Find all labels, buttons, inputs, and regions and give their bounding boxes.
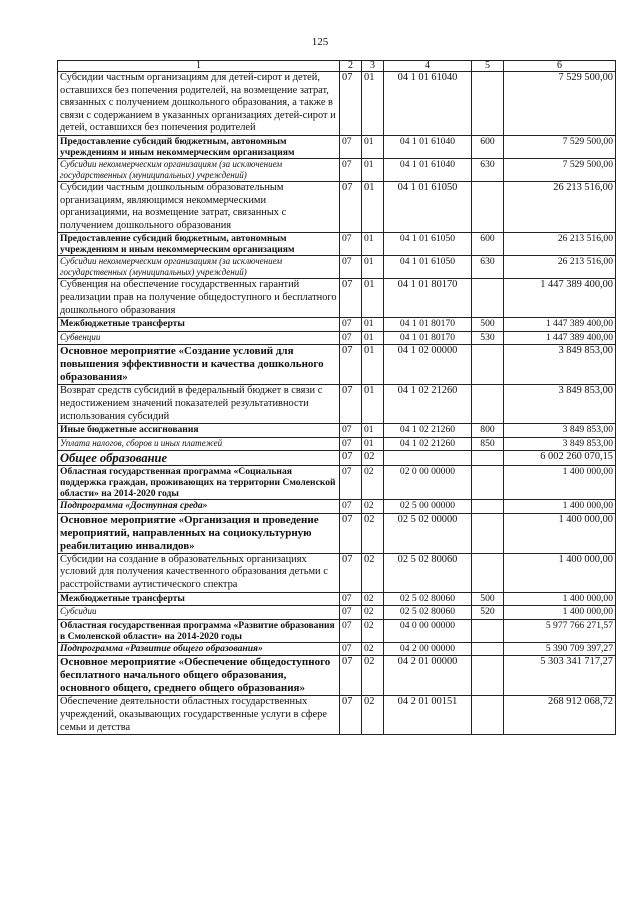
row-sum-cell: 5 390 709 397,27 xyxy=(504,642,616,656)
table-row xyxy=(58,592,616,606)
row-ked-cell: 07 xyxy=(340,500,362,514)
table-row xyxy=(58,553,616,592)
row-name-cell: Субсидии некоммерческим организациям (за исключением государственных (муниципальных) учреждений) xyxy=(58,158,340,181)
row-vr-cell: 600 xyxy=(472,233,504,256)
row-ked-cell: 07 xyxy=(340,553,362,592)
row-name-cell: Подпрограмма «Доступная среда» xyxy=(58,500,340,514)
row-name-cell: Субсидии на создание в образовательных организациях условий для получения качественного образования детьми с расстройствами аутистического спектра xyxy=(58,553,340,592)
row-name-cell: Областная государственная программа «Социальная поддержка граждан, проживающих на территории Смоленской области» на 2014-2020 годы xyxy=(58,466,340,500)
row-sum-cell: 1 400 000,00 xyxy=(504,606,616,620)
table-row xyxy=(58,135,616,158)
row-csr-cell: 04 1 01 61050 xyxy=(384,181,472,232)
row-csr-cell: 04 0 00 00000 xyxy=(384,619,472,642)
table-row xyxy=(58,500,616,514)
row-rz-cell: 02 xyxy=(362,619,384,642)
row-csr-cell: 04 1 01 61040 xyxy=(384,72,472,136)
table-row xyxy=(58,606,616,620)
row-ked-cell: 07 xyxy=(340,619,362,642)
row-name-cell: Субвенции xyxy=(58,331,340,345)
row-vr-cell xyxy=(472,72,504,136)
row-vr-cell: 800 xyxy=(472,424,504,438)
row-ked-cell: 07 xyxy=(340,513,362,553)
row-sum-cell: 26 213 516,00 xyxy=(504,233,616,256)
row-rz-cell: 02 xyxy=(362,513,384,553)
row-ked-cell: 07 xyxy=(340,233,362,256)
row-sum-cell: 268 912 068,72 xyxy=(504,696,616,735)
table-row xyxy=(58,696,616,735)
row-name-cell: Обеспечение деятельности областных государственных учреждений, оказывающих государственные услуги в сфере семьи и детства xyxy=(58,696,340,735)
row-vr-cell xyxy=(472,696,504,735)
row-rz-cell: 02 xyxy=(362,466,384,500)
column-header-csr: 4 xyxy=(384,61,472,72)
row-name-cell: Субвенция на обеспечение государственных гарантий реализации прав на получение общедоступного и бесплатного дошкольного образования xyxy=(58,279,340,318)
row-ked-cell: 07 xyxy=(340,656,362,696)
table-row xyxy=(58,318,616,332)
row-vr-cell xyxy=(472,181,504,232)
row-rz-cell: 01 xyxy=(362,437,384,451)
table-row xyxy=(58,233,616,256)
table-row xyxy=(58,256,616,279)
row-ked-cell: 07 xyxy=(340,279,362,318)
row-csr-cell: 02 5 02 00000 xyxy=(384,513,472,553)
row-vr-cell xyxy=(472,642,504,656)
table-row xyxy=(58,72,616,136)
row-rz-cell: 01 xyxy=(362,256,384,279)
table-row xyxy=(58,158,616,181)
table-body xyxy=(58,72,616,735)
row-rz-cell: 01 xyxy=(362,345,384,385)
row-ked-cell: 07 xyxy=(340,606,362,620)
row-csr-cell: 04 1 01 61050 xyxy=(384,256,472,279)
row-sum-cell: 3 849 853,00 xyxy=(504,385,616,424)
row-csr-cell: 04 1 02 00000 xyxy=(384,345,472,385)
row-name-cell: Возврат средств субсидий в федеральный бюджет в связи с недостижением значений показателей результативности использования субсидий xyxy=(58,385,340,424)
row-sum-cell: 3 849 853,00 xyxy=(504,437,616,451)
row-vr-cell xyxy=(472,345,504,385)
row-name-cell: Подпрограмма «Развитие общего образования» xyxy=(58,642,340,656)
table-row xyxy=(58,437,616,451)
row-sum-cell: 3 849 853,00 xyxy=(504,424,616,438)
row-rz-cell: 01 xyxy=(362,331,384,345)
row-rz-cell: 01 xyxy=(362,318,384,332)
row-csr-cell: 04 1 01 80170 xyxy=(384,318,472,332)
table-row xyxy=(58,331,616,345)
row-vr-cell xyxy=(472,385,504,424)
column-header-sum: 6 xyxy=(504,61,616,72)
row-rz-cell: 01 xyxy=(362,424,384,438)
row-sum-cell: 7 529 500,00 xyxy=(504,158,616,181)
row-rz-cell: 01 xyxy=(362,72,384,136)
row-rz-cell: 01 xyxy=(362,135,384,158)
row-sum-cell: 3 849 853,00 xyxy=(504,345,616,385)
row-rz-cell: 02 xyxy=(362,696,384,735)
row-vr-cell: 500 xyxy=(472,592,504,606)
row-sum-cell: 5 977 766 271,57 xyxy=(504,619,616,642)
row-vr-cell xyxy=(472,279,504,318)
row-name-cell: Субсидии xyxy=(58,606,340,620)
row-rz-cell: 02 xyxy=(362,656,384,696)
row-vr-cell xyxy=(472,451,504,466)
row-csr-cell: 04 1 01 61050 xyxy=(384,233,472,256)
budget-table xyxy=(57,60,616,735)
column-header-ked: 2 xyxy=(340,61,362,72)
row-name-cell: Субсидии частным организациям для детей-сирот и детей, оставшихся без попечения родителей, на возмещение затрат, связанных с получением дошкольного образования, а также в связи с содержанием в указанных организациях детей-сирот и детей, оставшихся без попечения родителей xyxy=(58,72,340,136)
row-name-cell: Предоставление субсидий бюджетным, автономным учреждениям и иным некоммерческим организациям xyxy=(58,135,340,158)
row-vr-cell xyxy=(472,500,504,514)
column-header-vr: 5 xyxy=(472,61,504,72)
row-name-cell: Иные бюджетные ассигнования xyxy=(58,424,340,438)
row-vr-cell xyxy=(472,553,504,592)
row-csr-cell: 04 2 01 00151 xyxy=(384,696,472,735)
row-vr-cell: 500 xyxy=(472,318,504,332)
table-row xyxy=(58,619,616,642)
row-sum-cell: 1 400 000,00 xyxy=(504,592,616,606)
row-vr-cell xyxy=(472,656,504,696)
row-sum-cell: 1 447 389 400,00 xyxy=(504,318,616,332)
row-csr-cell: 02 5 02 80060 xyxy=(384,553,472,592)
row-ked-cell: 07 xyxy=(340,72,362,136)
row-rz-cell: 01 xyxy=(362,279,384,318)
row-name-cell: Основное мероприятие «Обеспечение общедоступного бесплатного начального общего образования, основного общего, среднего общего образования» xyxy=(58,656,340,696)
row-csr-cell: 02 0 00 00000 xyxy=(384,466,472,500)
row-ked-cell: 07 xyxy=(340,318,362,332)
row-ked-cell: 07 xyxy=(340,592,362,606)
row-vr-cell xyxy=(472,619,504,642)
row-csr-cell: 04 1 01 61040 xyxy=(384,158,472,181)
row-rz-cell: 01 xyxy=(362,385,384,424)
row-rz-cell: 01 xyxy=(362,233,384,256)
table-row xyxy=(58,466,616,500)
table-row xyxy=(58,181,616,232)
row-name-cell: Предоставление субсидий бюджетным, автономным учреждениям и иным некоммерческим организациям xyxy=(58,233,340,256)
row-csr-cell: 02 5 02 80060 xyxy=(384,606,472,620)
row-name-cell: Субсидии некоммерческим организациям (за исключением государственных (муниципальных) учреждений) xyxy=(58,256,340,279)
row-vr-cell: 630 xyxy=(472,158,504,181)
row-rz-cell: 02 xyxy=(362,592,384,606)
table-row xyxy=(58,424,616,438)
row-sum-cell: 7 529 500,00 xyxy=(504,72,616,136)
row-sum-cell: 1 447 389 400,00 xyxy=(504,279,616,318)
row-sum-cell: 1 400 000,00 xyxy=(504,466,616,500)
row-ked-cell: 07 xyxy=(340,181,362,232)
column-header-rz: 3 xyxy=(362,61,384,72)
row-sum-cell: 1 400 000,00 xyxy=(504,500,616,514)
row-csr-cell: 04 2 00 00000 xyxy=(384,642,472,656)
column-header-name: 1 xyxy=(58,61,340,72)
row-ked-cell: 07 xyxy=(340,437,362,451)
page-number: 125 xyxy=(311,36,329,48)
row-vr-cell: 850 xyxy=(472,437,504,451)
row-sum-cell: 1 400 000,00 xyxy=(504,513,616,553)
row-name-cell: Субсидии частным дошкольным образовательным организациям, являющимся некоммерческими организациями, на возмещение затрат, связанных с получением дошкольного образования xyxy=(58,181,340,232)
row-csr-cell: 04 1 01 61040 xyxy=(384,135,472,158)
row-vr-cell xyxy=(472,513,504,553)
row-name-cell: Основное мероприятие «Организация и проведение мероприятий, направленных на социокультурную реабилитацию инвалидов» xyxy=(58,513,340,553)
row-name-cell: Основное мероприятие «Создание условий для повышения эффективности и качества дошкольного образования» xyxy=(58,345,340,385)
row-sum-cell: 26 213 516,00 xyxy=(504,256,616,279)
row-sum-cell: 26 213 516,00 xyxy=(504,181,616,232)
row-csr-cell: 04 1 02 21260 xyxy=(384,385,472,424)
row-vr-cell: 600 xyxy=(472,135,504,158)
row-vr-cell xyxy=(472,466,504,500)
table-header-row xyxy=(58,61,616,72)
row-rz-cell: 02 xyxy=(362,553,384,592)
row-name-cell: Уплата налогов, сборов и иных платежей xyxy=(58,437,340,451)
table-row xyxy=(58,279,616,318)
row-csr-cell: 02 5 00 00000 xyxy=(384,500,472,514)
row-csr-cell: 04 1 01 80170 xyxy=(384,279,472,318)
row-rz-cell: 02 xyxy=(362,606,384,620)
row-csr-cell: 02 5 02 80060 xyxy=(384,592,472,606)
row-vr-cell: 530 xyxy=(472,331,504,345)
row-csr-cell: 04 1 02 21260 xyxy=(384,437,472,451)
row-name-cell: Межбюджетные трансферты xyxy=(58,592,340,606)
row-ked-cell: 07 xyxy=(340,331,362,345)
row-ked-cell: 07 xyxy=(340,466,362,500)
row-ked-cell: 07 xyxy=(340,424,362,438)
row-sum-cell: 5 303 341 717,27 xyxy=(504,656,616,696)
table-row xyxy=(58,642,616,656)
table-row xyxy=(58,345,616,385)
row-ked-cell: 07 xyxy=(340,158,362,181)
row-name-cell: Общее образование xyxy=(58,451,340,466)
row-rz-cell: 01 xyxy=(362,181,384,232)
row-rz-cell: 02 xyxy=(362,642,384,656)
row-rz-cell: 02 xyxy=(362,500,384,514)
row-rz-cell: 02 xyxy=(362,451,384,466)
row-csr-cell xyxy=(384,451,472,466)
row-ked-cell: 07 xyxy=(340,642,362,656)
row-csr-cell: 04 1 02 21260 xyxy=(384,424,472,438)
table-row xyxy=(58,385,616,424)
row-csr-cell: 04 1 01 80170 xyxy=(384,331,472,345)
row-vr-cell: 630 xyxy=(472,256,504,279)
row-name-cell: Областная государственная программа «Развитие образования в Смоленской области» на 2014-2020 годы xyxy=(58,619,340,642)
row-csr-cell: 04 2 01 00000 xyxy=(384,656,472,696)
row-vr-cell: 520 xyxy=(472,606,504,620)
row-rz-cell: 01 xyxy=(362,158,384,181)
row-sum-cell: 1 447 389 400,00 xyxy=(504,331,616,345)
row-ked-cell: 07 xyxy=(340,696,362,735)
row-ked-cell: 07 xyxy=(340,385,362,424)
row-ked-cell: 07 xyxy=(340,256,362,279)
row-ked-cell: 07 xyxy=(340,135,362,158)
row-sum-cell: 7 529 500,00 xyxy=(504,135,616,158)
table-row xyxy=(58,451,616,466)
row-sum-cell: 1 400 000,00 xyxy=(504,553,616,592)
table-row xyxy=(58,513,616,553)
row-ked-cell: 07 xyxy=(340,451,362,466)
row-ked-cell: 07 xyxy=(340,345,362,385)
row-name-cell: Межбюджетные трансферты xyxy=(58,318,340,332)
table-row xyxy=(58,656,616,696)
row-sum-cell: 6 002 260 070,15 xyxy=(504,451,616,466)
